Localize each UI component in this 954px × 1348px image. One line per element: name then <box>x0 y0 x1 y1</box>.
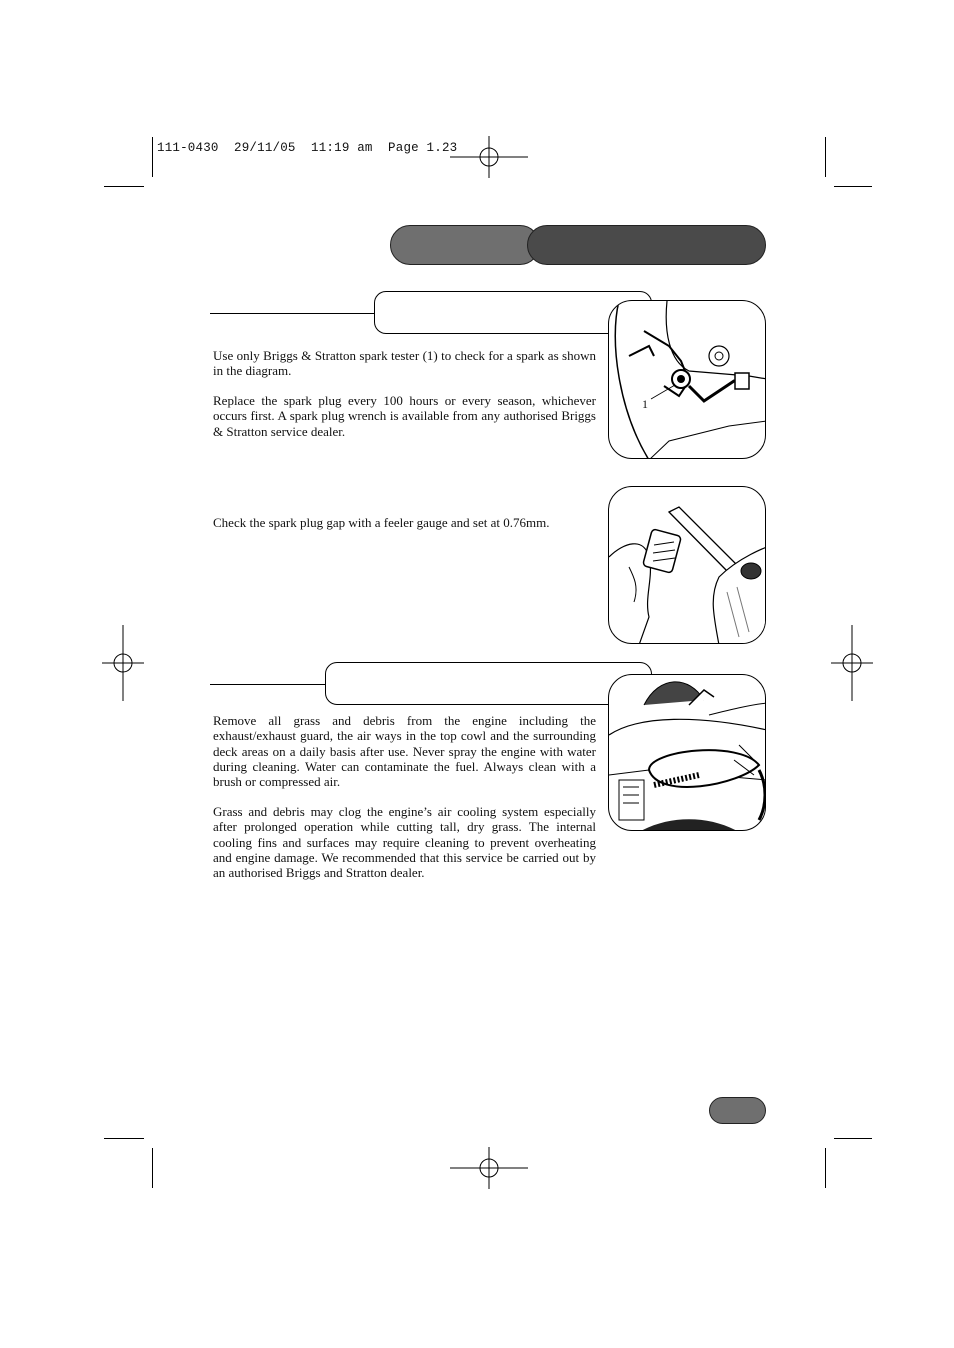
registration-target-icon <box>831 625 873 701</box>
header-tab-left <box>390 225 540 265</box>
page-number-tab <box>709 1097 766 1124</box>
crop-mark <box>825 1148 826 1188</box>
registration-target-icon <box>450 136 528 178</box>
section-heading-box <box>325 662 652 705</box>
crop-mark <box>152 1148 153 1188</box>
header-tab-right <box>527 225 766 265</box>
crop-mark <box>104 1138 144 1139</box>
feeler-gauge-figure <box>608 486 766 644</box>
crop-mark <box>152 137 153 177</box>
section-rule <box>210 313 380 314</box>
spark-tester-paragraph: Use only Briggs & Stratton spark tester (1) to check for a spark as shown in the diagram. <box>213 348 596 379</box>
registration-target-icon <box>102 625 144 701</box>
registration-target-icon <box>450 1147 528 1189</box>
air-cooling-paragraph: Grass and debris may clog the engine’s air cooling system especially after prolonged operation while cutting tall, dry grass. The internal cooling fins and surfaces may require cleaning to prevent overheating and engine damage. We recommended that this service be carried out by an authorised Briggs and Stratton dealer. <box>213 804 596 881</box>
spark-plug-gap-paragraph: Check the spark plug gap with a feeler gauge and set at 0.76mm. <box>213 515 550 530</box>
engine-cleaning-figure <box>608 674 766 831</box>
callout-number: 1 <box>642 397 648 411</box>
print-slug: 111-0430 29/11/05 11:19 am Page 1.23 <box>157 141 458 155</box>
spark-plug-replace-paragraph: Replace the spark plug every 100 hours or every season, whichever occurs first. A spark plug wrench is available from any authorised Briggs & Stratton service dealer. <box>213 393 596 439</box>
crop-mark <box>834 186 872 187</box>
engine-cleaning-paragraph: Remove all grass and debris from the engine including the exhaust/exhaust guard, the air ways in the top cowl and the surrounding deck areas on a daily basis after use. Never spray the engine with water during cleaning. Water can contaminate the fuel. Always clean with a brush or compressed air. <box>213 713 596 790</box>
section-rule <box>210 684 330 685</box>
crop-mark <box>825 137 826 177</box>
crop-mark <box>834 1138 872 1139</box>
spark-tester-figure <box>608 300 766 459</box>
crop-mark <box>104 186 144 187</box>
